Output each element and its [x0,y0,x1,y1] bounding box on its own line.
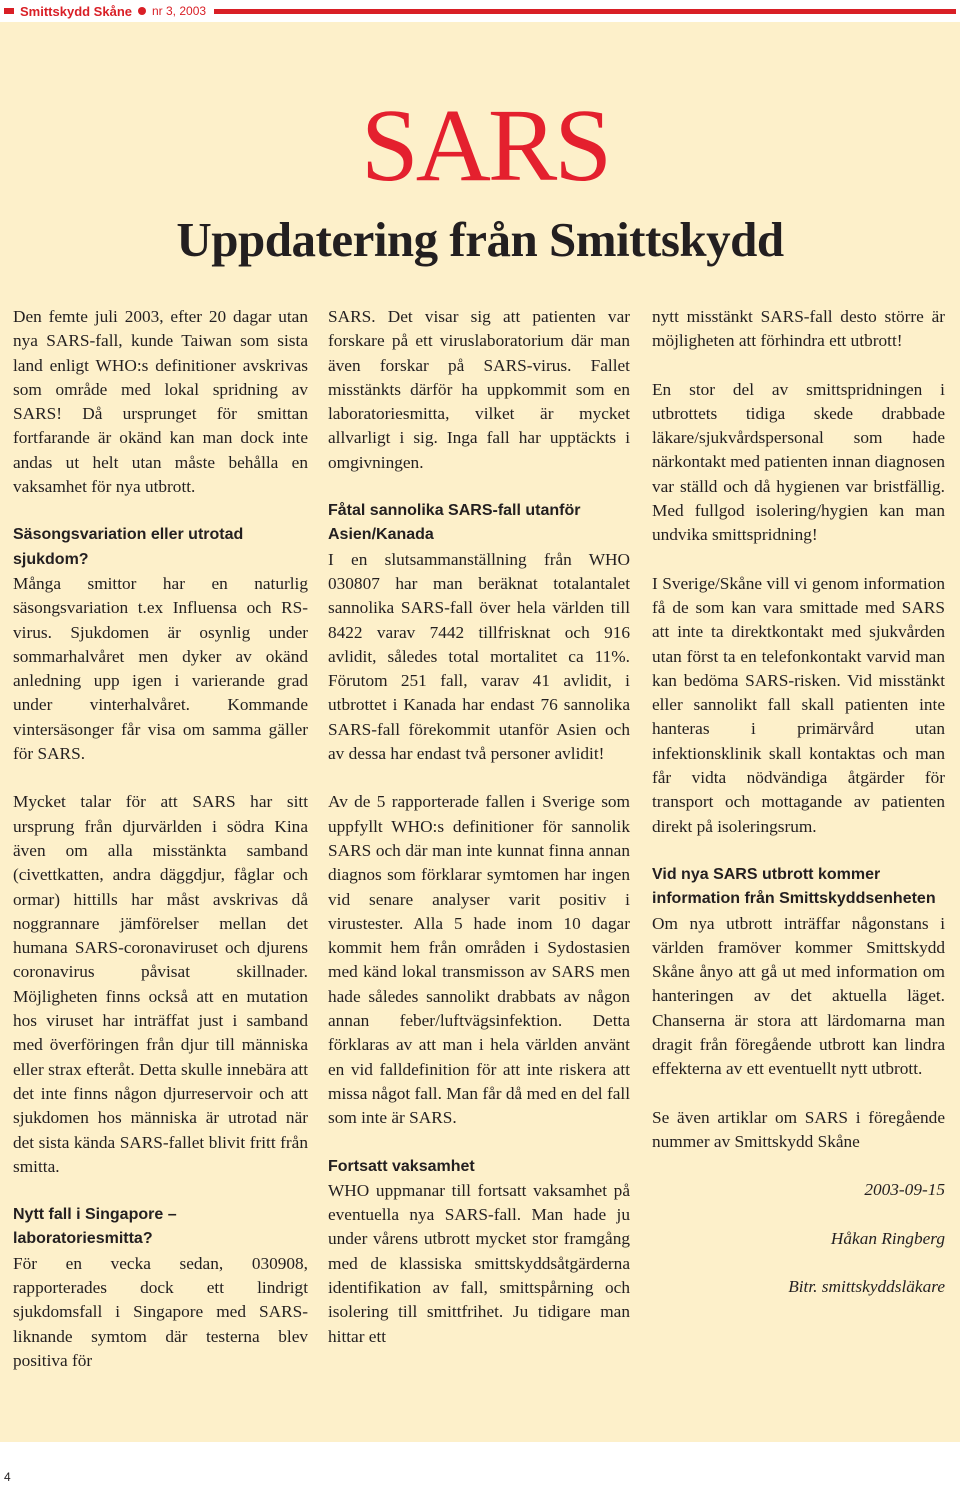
paragraph: En stor del av smittspridningen i utbrottets tidiga skede drabbade läkare/sjukvårdspersonal som hade närkontakt med patienten innan diagnosen var ställd och då hygienen var bristfällig. Med fullgod isolering/hygien kan man undvika smittspridning! [652,379,945,545]
paragraph: Om nya utbrott inträffar någonstans i världen framöver kommer Smittskydd Skåne ånyo att gå ut med information om hanteringen av det aktuella läget. Chanserna är stora att lärdomarna man dragit från föregående utbrott kan lindra effekterna av ett eventuellt nytt utbrott. [652,913,945,1079]
section-heading: Fåtal sannolika SARS-fall utanför Asien/Kanada [328,502,581,544]
signature-author: Håkan Ringberg [830,1228,945,1248]
paragraph: nytt misstänkt SARS-fall desto större är möjligheten att förhindra ett utbrott! [652,307,945,351]
paragraph: I en slutsammanställning från WHO 030807 har man beräknat totalantalet sannolika SARS-fall över hela världen till 8422 varav 7442 tillfrisknat och 916 avlidit, således total mortalitet ca 11%. Förutom 251 fall, varav 41 avlidit, i utbrottet i Kanada har endast 76 sannolika SARS-fall förekommit utanför Asien och av dessa har endast två personer avlidit! [328,549,630,764]
header-issue: nr 3, 2003 [152,4,207,18]
signature-date: 2003-09-15 [864,1180,945,1200]
paragraph: Av de 5 rapporterade fallen i Sverige som uppfyllt WHO:s definitioner för sannolik SARS och där man inte kunnat finna annan diagnos som förklarar symtomen har ingen vid senare analyser varit positiv i virustester. Alla 5 hade inom 10 dagar kommit hem från områden i Sydostasien med känd lokal transmisson av SARS men hade således sannolikt drabbats av någon annan feber/luftvägsinfektion. Detta förklaras av att man i hela världen använt en vid falldefinition för att inte riskera att missa något fall. Man får då med en del fall som inte är SARS. [328,792,630,1128]
paragraph: Många smittor har en naturlig säsongsvariation t.ex Influensa och RS-virus. Sjukdomen är osynlig under sommarhalvåret men dyker av okänd anledning upp igen i varierande grad under vinterhalvåret. Kommande vintersäsonger får visa om samma gäller för SARS. [13,573,308,764]
paragraph: Den femte juli 2003, efter 20 dagar utan nya SARS-fall, kunde Taiwan som sista land enligt WHO:s definitioner avskrivas som område med lokal spridning av SARS! Då ursprunget för smittan fortfarande är okänd kan man dock inte andas ut helt utan måste behålla en vaksamhet för nya utbrott. [13,307,308,497]
paragraph: SARS. Det visar sig att patienten var forskare på ett viruslaboratorium där man även forskar på SARS-virus. Fallet misstänkts därför ha uppkommit som en laboratoriesmitta, vilket är mycket allvarligt i sig. Inga fall har upptäckts i omgivningen. [328,307,630,472]
section-heading: Fortsatt vaksamhet [328,1157,475,1175]
header-dot [138,7,146,15]
paragraph: Mycket talar för att SARS har sitt ursprung från djurvärlden i södra Kina även om alla misstänkta samband (civettkatten, andra däggdjur, fåglar och ormar) hittills har måst avskrivas då noggrannare jämförelser mellan det humana SARS-coronaviruset och djurens coronavirus påvisat skillnader. Möjligheten finns också att en mutation hos viruset har inträffat just i samband med överföringen från djur till människa eller strax efteråt. Detta skulle innebära att det inte finns någon djurreservoir och att sjukdomen hos människa är utrotad när det sista kända SARS-fallet blivit fritt från smitta. [13,792,308,1176]
section-heading: Vid nya SARS utbrott kommer information från Smittskyddsenheten [652,865,936,908]
column-3 [652,305,945,1323]
column-1 [13,305,308,1373]
paragraph: WHO uppmanar till fortsatt vaksamhet på eventuella nya SARS-fall. Man hade ju under vårens utbrott mycket stor framgång med de klassiska smittskyddsåtgärderna identifikation av fall, smittspårning och isolering till smittfrihet. Ju tidigare man hittar ett [328,1180,630,1346]
header-square-mark [4,8,14,14]
header-title: Smittskydd Skåne [20,3,132,19]
paragraph: För en vecka sedan, 030908, rapporterades dock ett lindrigt sjukdomsfall i Singapore med SARS-liknande symtom där testerna blev positiva för [13,1253,308,1370]
header-rule [214,9,956,14]
page-number: 4 [4,1470,11,1484]
paragraph: I Sverige/Skåne vill vi genom information få de som kan vara smittade med SARS att inte ta direktkontakt med sjukvården utan först ta en telefonkontakt varvid man kan bedöma SARS-risken. Vid misstänkt eller sannolikt fall skall patienten inte hanteras i primärvård utan infektionsklinik skall kontaktas och man får vidta nödvändiga åtgärder för transport och mottagande av patienten direkt på isoleringsrum. [652,573,945,836]
paragraph: Se även artiklar om SARS i föregående nummer av Smittskydd Skåne [652,1107,945,1151]
signature-role: Bitr. smittskyddsläkare [788,1276,945,1296]
article-title: SARS [360,88,610,203]
article-panel [0,22,960,1442]
section-heading: Säsongsvariation eller utrotad sjukdom? [13,526,244,568]
page-header [0,0,960,22]
article-subtitle: Uppdatering från Smittskydd [176,212,784,267]
column-2 [328,305,630,1349]
section-heading: Nytt fall i Singapore – laboratoriesmitta? [13,1206,177,1248]
